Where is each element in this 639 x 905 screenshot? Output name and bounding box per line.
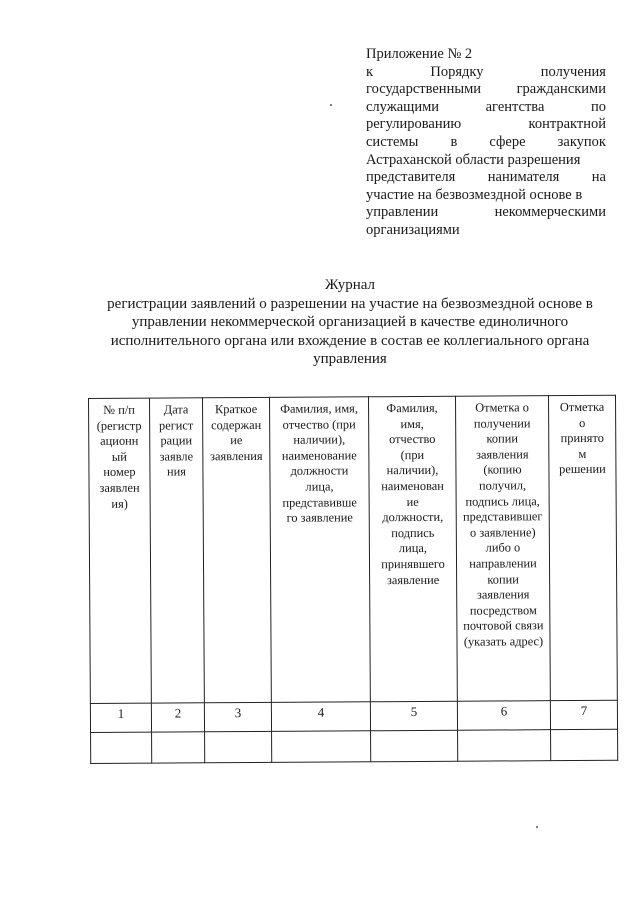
appendix-line: Астраханской области разрешения xyxy=(366,151,581,168)
appendix-line: участие на безвозмездной основе в xyxy=(366,186,583,203)
journal-subtitle-line: исполнительного органа или вхождение в состав ее коллегиального органа xyxy=(110,332,590,349)
col-number-cell: 2 xyxy=(151,703,204,732)
table-cell[interactable] xyxy=(152,732,205,763)
journal-heading: Журнал xyxy=(324,277,375,293)
col-number-cell: 4 xyxy=(271,702,370,732)
journal-subtitle-line: управления xyxy=(313,351,387,367)
table-cell[interactable] xyxy=(371,730,458,762)
col-header-decision: Отметка о принято м решении xyxy=(548,395,617,700)
col-header-number: № п/п (регистр ационн ый номер заявлен ия) xyxy=(89,398,152,703)
appendix-line: к Порядку получения xyxy=(366,63,606,80)
appendix-line: Приложение № 2 xyxy=(366,46,473,62)
table-number-row xyxy=(90,700,617,732)
appendix-line: организациями xyxy=(366,221,460,238)
journal-title xyxy=(80,276,620,369)
appendix-line: системы в сфере закупок xyxy=(366,133,606,150)
appendix-line: государственными гражданскими xyxy=(366,81,606,98)
col-header-date: Дата регист рации заявле ния xyxy=(150,398,205,703)
table-cell[interactable] xyxy=(551,729,618,760)
col-number-cell: 1 xyxy=(90,703,151,732)
table-header-row xyxy=(89,395,618,703)
table-cell[interactable] xyxy=(272,731,371,763)
journal-subtitle-line: регистрации заявлений о разрешении на участие на безвозмездной основе в xyxy=(107,295,593,312)
appendix-line: управлении некоммерческими xyxy=(366,204,606,221)
col-header-summary: Краткое содержан ие заявления xyxy=(203,397,272,702)
appendix-header xyxy=(366,46,606,240)
journal-table xyxy=(88,395,618,764)
scan-speck xyxy=(536,826,538,828)
scan-speck xyxy=(330,104,332,106)
col-number-cell: 5 xyxy=(370,701,457,731)
col-number-cell: 6 xyxy=(457,701,550,731)
table-cell[interactable] xyxy=(205,731,272,762)
col-header-receiver: Фамилия, имя, отчество (при наличии), наименован ие должности, подпись лица, принявшего заявление xyxy=(368,396,457,702)
table-cell[interactable] xyxy=(458,730,551,762)
col-number-cell: 3 xyxy=(204,702,271,731)
appendix-line: представителя нанимателя на xyxy=(366,169,606,186)
appendix-line: служащими агентства по xyxy=(366,98,606,115)
journal-subtitle-line: управлении некоммерческой организацией в качестве единоличного xyxy=(131,314,569,330)
appendix-line: регулированию контрактной xyxy=(366,116,606,133)
col-header-copy-mark: Отметка о получении копии заявления (копию получил, подпись лица, представившег о заявление) либо о направлении копии заявления посредством почтовой связи (указать адрес) xyxy=(455,396,550,702)
table-cell[interactable] xyxy=(91,732,152,763)
col-number-cell: 7 xyxy=(550,700,617,729)
col-header-submitter: Фамилия, имя, отчество (при наличии), наименование должности лица, представивше го заявление xyxy=(269,397,370,703)
table-row xyxy=(91,729,618,763)
